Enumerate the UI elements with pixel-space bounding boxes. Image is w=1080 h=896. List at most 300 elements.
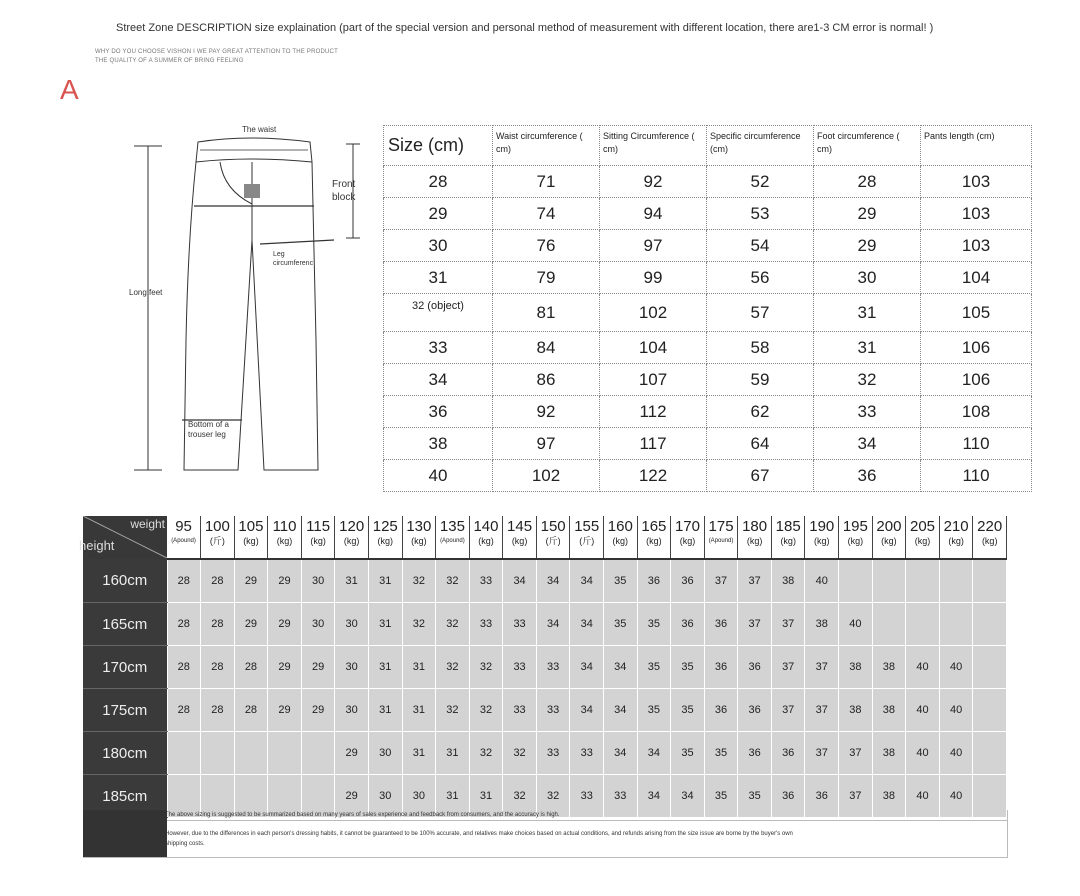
size-cell: 40 (384, 460, 493, 492)
size-cell: 74 (493, 198, 600, 230)
size-row (384, 230, 1032, 262)
size-recommendation-cell: 38 (839, 646, 873, 689)
size-recommendation-cell: 28 (201, 646, 235, 689)
size-header-2: Sitting Circumference ( cm) (600, 126, 707, 166)
weight-header-cell (570, 516, 604, 559)
size-recommendation-cell: 40 (906, 689, 940, 732)
size-recommendation-cell: 37 (805, 646, 839, 689)
size-recommendation-cell: 37 (738, 603, 772, 646)
size-recommendation-cell: 31 (368, 689, 402, 732)
size-cell: 104 (600, 332, 707, 364)
size-recommendation-cell: 32 (503, 775, 537, 818)
size-cell: 30 (814, 262, 921, 294)
weight-unit: (斤) (579, 536, 595, 546)
size-cell: 92 (600, 166, 707, 198)
size-recommendation-cell: 40 (805, 559, 839, 603)
size-recommendation-cell: 36 (704, 689, 738, 732)
size-recommendation-cell (906, 603, 940, 646)
size-recommendation-cell: 28 (167, 689, 201, 732)
size-cell: 112 (600, 396, 707, 428)
weight-header-cell (301, 516, 335, 559)
size-cell: 31 (814, 294, 921, 332)
size-recommendation-cell: 37 (704, 559, 738, 603)
weight-unit: (kg) (881, 536, 897, 546)
weight-header-cell (335, 516, 369, 559)
weight-unit: (kg) (679, 536, 696, 546)
size-recommendation-cell: 32 (469, 646, 503, 689)
size-recommendation-cell: 40 (906, 732, 940, 775)
weight-unit: (kg) (746, 536, 763, 546)
weight-value: 150 (540, 518, 566, 535)
weight-unit: (kg) (914, 536, 931, 546)
size-recommendation-cell (839, 559, 873, 603)
size-cell: 99 (600, 262, 707, 294)
size-row (384, 294, 1032, 332)
size-recommendation-cell: 32 (469, 732, 503, 775)
size-recommendation-cell: 36 (771, 775, 805, 818)
size-recommendation-cell: 28 (167, 559, 201, 603)
size-recommendation-cell: 33 (536, 646, 570, 689)
size-cell: 79 (493, 262, 600, 294)
weight-unit: (kg) (343, 536, 360, 546)
weight-header-cell (704, 516, 738, 559)
size-row (384, 198, 1032, 230)
size-recommendation-cell: 34 (503, 559, 537, 603)
size-recommendation-cell: 33 (536, 732, 570, 775)
weight-unit: (kg) (310, 536, 326, 546)
size-cell: 71 (493, 166, 600, 198)
size-row (384, 166, 1032, 198)
size-cell: 92 (493, 396, 600, 428)
size-recommendation-cell: 30 (335, 603, 369, 646)
size-recommendation-cell: 28 (167, 603, 201, 646)
height-cell: 170cm (83, 646, 167, 689)
size-recommendation-cell: 40 (906, 646, 940, 689)
weight-value: 130 (406, 518, 432, 535)
weight-unit: (Apound) (708, 538, 734, 544)
size-recommendation-cell: 28 (167, 646, 201, 689)
weight-value: 170 (674, 518, 700, 535)
weight-unit: (kg) (780, 536, 796, 546)
weight-header-cell (402, 516, 436, 559)
size-recommendation-cell: 29 (268, 689, 302, 732)
weight-value: 125 (372, 518, 398, 535)
notes-divider (167, 820, 1007, 821)
weight-header-cell (268, 516, 302, 559)
size-header-1: Waist circumference ( cm) (493, 126, 600, 166)
notes-border (1007, 810, 1008, 858)
size-recommendation-cell: 36 (637, 559, 671, 603)
size-recommendation-cell: 34 (570, 689, 604, 732)
height-cell: 180cm (83, 732, 167, 775)
size-recommendation-cell: 30 (368, 775, 402, 818)
size-row (384, 396, 1032, 428)
size-recommendation-cell: 35 (604, 603, 638, 646)
weight-header-cell (536, 516, 570, 559)
size-recommendation-cell: 38 (872, 732, 906, 775)
notes-left-band (83, 810, 167, 858)
size-table-header (384, 126, 1032, 166)
weight-header-cell (469, 516, 503, 559)
size-recommendation-cell: 37 (771, 646, 805, 689)
weight-header-cell (771, 516, 805, 559)
weight-unit: (kg) (948, 536, 964, 546)
size-recommendation-cell: 37 (771, 603, 805, 646)
size-recommendation-cell: 33 (570, 732, 604, 775)
weight-value: 195 (842, 518, 868, 535)
size-recommendation-cell: 34 (637, 732, 671, 775)
size-recommendation-cell: 36 (771, 732, 805, 775)
size-recommendation-cell: 38 (872, 646, 906, 689)
size-recommendation-cell: 33 (536, 689, 570, 732)
weight-value: 220 (977, 518, 1003, 535)
height-cell: 185cm (83, 775, 167, 818)
size-recommendation-cell: 28 (201, 689, 235, 732)
weight-value: 190 (809, 518, 835, 535)
size-recommendation-cell: 35 (671, 646, 705, 689)
size-recommendation-cell: 31 (335, 559, 369, 603)
size-cell: 58 (707, 332, 814, 364)
weight-value: 205 (909, 518, 936, 535)
size-recommendation-cell: 36 (805, 775, 839, 818)
size-recommendation-cell: 31 (436, 775, 470, 818)
size-recommendation-cell: 31 (368, 603, 402, 646)
weight-header-cell (234, 516, 268, 559)
size-cell: 59 (707, 364, 814, 396)
size-cell: 102 (600, 294, 707, 332)
size-recommendation-cell: 29 (268, 603, 302, 646)
size-recommendation-cell: 34 (637, 775, 671, 818)
size-row (384, 332, 1032, 364)
weight-header-cell (604, 516, 638, 559)
size-recommendation-cell: 32 (436, 689, 470, 732)
size-recommendation-cell: 40 (839, 603, 873, 646)
size-cell: 110 (921, 460, 1032, 492)
weight-unit: (kg) (646, 536, 662, 546)
size-row (384, 364, 1032, 396)
height-cell: 175cm (83, 689, 167, 732)
label-waist: The waist (242, 125, 277, 134)
height-row (83, 559, 1007, 603)
size-recommendation-cell: 37 (805, 732, 839, 775)
weight-value: 95 (175, 518, 192, 535)
size-recommendation-cell (973, 646, 1007, 689)
size-recommendation-cell: 33 (503, 646, 537, 689)
size-recommendation-cell: 34 (570, 646, 604, 689)
size-cell: 103 (921, 198, 1032, 230)
size-recommendation-cell: 36 (671, 603, 705, 646)
size-recommendation-cell: 40 (939, 732, 973, 775)
size-recommendation-cell: 32 (402, 603, 436, 646)
size-recommendation-cell: 29 (234, 559, 268, 603)
pants-diagram (120, 120, 380, 490)
size-recommendation-cell (939, 559, 973, 603)
weight-header-row (83, 516, 1007, 559)
height-cell: 165cm (83, 603, 167, 646)
size-recommendation-cell: 40 (939, 775, 973, 818)
note-1: The above sizing is suggested to be summarized based on many years of sales experience and feedback from consumers, and the accuracy is high. (165, 812, 560, 818)
size-recommendation-cell: 33 (570, 775, 604, 818)
tagline-2: THE QUALITY OF A SUMMER OF BRING FEELING (95, 58, 244, 64)
size-cell: 31 (384, 262, 493, 294)
size-recommendation-cell: 30 (335, 646, 369, 689)
size-header-3: Specific circumference (cm) (707, 126, 814, 166)
size-cell: 104 (921, 262, 1032, 294)
size-recommendation-cell: 34 (604, 646, 638, 689)
size-cell: 103 (921, 166, 1032, 198)
size-cell: 32 (814, 364, 921, 396)
weight-header-cell (839, 516, 873, 559)
weight-value: 145 (507, 518, 533, 535)
size-recommendation-cell (973, 689, 1007, 732)
size-cell: 54 (707, 230, 814, 262)
size-header-5: Pants length (cm) (921, 126, 1032, 166)
size-recommendation-cell: 40 (939, 689, 973, 732)
weight-value: 160 (607, 518, 633, 535)
weight-value: 135 (439, 518, 465, 535)
weight-header-cell (436, 516, 470, 559)
size-recommendation-cell: 30 (335, 689, 369, 732)
size-recommendation-cell (906, 559, 940, 603)
weight-unit: (斤) (209, 536, 225, 546)
size-recommendation-cell: 34 (671, 775, 705, 818)
size-cell: 97 (600, 230, 707, 262)
size-recommendation-cell (939, 603, 973, 646)
size-cell: 29 (814, 198, 921, 230)
size-recommendation-cell (234, 732, 268, 775)
size-recommendation-cell: 38 (872, 689, 906, 732)
size-cell: 102 (493, 460, 600, 492)
weight-header-cell (368, 516, 402, 559)
size-row (384, 262, 1032, 294)
size-recommendation-cell: 34 (604, 689, 638, 732)
size-recommendation-cell: 37 (805, 689, 839, 732)
height-row (83, 603, 1007, 646)
size-cell: 106 (921, 364, 1032, 396)
size-cell: 110 (921, 428, 1032, 460)
size-recommendation-cell: 38 (771, 559, 805, 603)
size-recommendation-cell: 35 (637, 646, 671, 689)
section-letter: A (60, 74, 79, 105)
size-recommendation-cell: 38 (805, 603, 839, 646)
size-recommendation-cell: 35 (671, 732, 705, 775)
size-cell: 33 (814, 396, 921, 428)
size-recommendation-cell: 29 (301, 646, 335, 689)
size-recommendation-cell: 28 (201, 603, 235, 646)
size-recommendation-cell: 32 (436, 603, 470, 646)
height-row (83, 689, 1007, 732)
weight-header-cell (805, 516, 839, 559)
weight-value: 140 (473, 518, 499, 535)
size-recommendation-cell: 32 (436, 646, 470, 689)
size-recommendation-cell: 28 (201, 559, 235, 603)
size-recommendation-cell (268, 732, 302, 775)
size-cell: 56 (707, 262, 814, 294)
size-recommendation-cell: 35 (637, 603, 671, 646)
size-cell: 28 (384, 166, 493, 198)
size-cell: 64 (707, 428, 814, 460)
size-recommendation-cell: 40 (906, 775, 940, 818)
weight-unit: (kg) (276, 536, 293, 546)
size-cell: 32 (object) (384, 294, 493, 332)
size-recommendation-cell: 29 (268, 646, 302, 689)
height-label: height (79, 538, 115, 553)
notes-bottom-border (83, 857, 1008, 858)
weight-header-cell (503, 516, 537, 559)
weight-unit: (kg) (511, 536, 528, 546)
weight-value: 105 (238, 518, 264, 535)
size-recommendation-cell: 34 (604, 732, 638, 775)
size-recommendation-cell: 36 (704, 603, 738, 646)
size-recommendation-cell: 33 (604, 775, 638, 818)
size-cell: 97 (493, 428, 600, 460)
size-recommendation-cell: 32 (503, 732, 537, 775)
size-recommendation-cell: 32 (436, 559, 470, 603)
size-recommendation-cell: 33 (503, 689, 537, 732)
label-front-block: Front block (332, 179, 356, 203)
size-recommendation-cell: 36 (704, 646, 738, 689)
size-recommendation-cell: 35 (671, 689, 705, 732)
weight-value: 155 (574, 518, 600, 535)
weight-value: 210 (943, 518, 969, 535)
weight-unit: (kg) (612, 536, 629, 546)
size-cell: 36 (814, 460, 921, 492)
size-recommendation-cell (973, 775, 1007, 818)
weight-unit: (kg) (411, 536, 427, 546)
weight-header-cell (872, 516, 906, 559)
size-cell: 29 (814, 230, 921, 262)
size-recommendation-cell (973, 732, 1007, 775)
size-cell: 31 (814, 332, 921, 364)
size-recommendation-cell: 29 (335, 732, 369, 775)
size-cell: 29 (384, 198, 493, 230)
size-row (384, 460, 1032, 492)
size-cell: 67 (707, 460, 814, 492)
weight-unit: (kg) (478, 536, 494, 546)
weight-unit: (斤) (545, 536, 561, 546)
size-header-4: Foot circumference ( cm) (814, 126, 921, 166)
weight-value: 115 (306, 518, 331, 535)
size-recommendation-cell (973, 603, 1007, 646)
size-recommendation-cell: 35 (738, 775, 772, 818)
size-recommendation-cell (973, 559, 1007, 603)
weight-value: 110 (272, 518, 297, 535)
weight-value: 100 (204, 518, 230, 535)
size-header-0: Size (cm) (384, 126, 493, 166)
size-cell: 94 (600, 198, 707, 230)
size-recommendation-cell: 28 (234, 689, 268, 732)
height-row (83, 732, 1007, 775)
tagline-1: WHY DO YOU CHOOSE VISHON I WE PAY GREAT ATTENTION TO THE PRODUCT (95, 49, 338, 55)
size-recommendation-cell: 32 (469, 689, 503, 732)
size-recommendation-cell: 31 (368, 646, 402, 689)
size-recommendation-cell: 35 (604, 559, 638, 603)
size-cell: 84 (493, 332, 600, 364)
size-recommendation-cell: 29 (234, 603, 268, 646)
size-recommendation-cell: 37 (738, 559, 772, 603)
size-cell: 103 (921, 230, 1032, 262)
label-long-feet: Long feet (129, 288, 163, 297)
size-recommendation-cell (167, 732, 201, 775)
weight-unit: (Apound) (440, 538, 465, 544)
size-recommendation-cell: 33 (503, 603, 537, 646)
weight-value: 185 (775, 518, 801, 535)
weight-unit: (kg) (243, 536, 259, 546)
size-cell: 30 (384, 230, 493, 262)
weight-header-cell (939, 516, 973, 559)
size-recommendation-cell: 36 (738, 646, 772, 689)
size-recommendation-cell: 31 (402, 646, 436, 689)
size-recommendation-cell: 40 (939, 646, 973, 689)
weight-value: 180 (742, 518, 768, 535)
size-recommendation-cell (872, 559, 906, 603)
note-2: However, due to the differences in each person's dressing habits, it cannot be guaranteed to be 100% accurate, and relatives make choices based on actual conditions, and refunds arising from the size issue are borne by the buyer's own (165, 831, 793, 837)
size-cell: 117 (600, 428, 707, 460)
size-recommendation-cell: 35 (704, 732, 738, 775)
size-recommendation-cell: 33 (469, 559, 503, 603)
size-recommendation-cell: 34 (570, 559, 604, 603)
size-recommendation-cell: 35 (704, 775, 738, 818)
weight-value: 120 (339, 518, 365, 535)
page-title: Street Zone DESCRIPTION size explaination (part of the special version and personal method of measurement with different location, there are1-3 CM error is normal! ) (116, 22, 934, 34)
weight-header-cell (167, 516, 201, 559)
size-cell: 76 (493, 230, 600, 262)
note-3: shipping costs. (165, 841, 205, 847)
size-cell: 36 (384, 396, 493, 428)
size-cell: 108 (921, 396, 1032, 428)
weight-value: 175 (708, 518, 734, 535)
weight-header-cell (671, 516, 705, 559)
size-recommendation-cell: 31 (469, 775, 503, 818)
corner-cell (79, 516, 167, 559)
size-recommendation-cell: 33 (469, 603, 503, 646)
size-row (384, 428, 1032, 460)
weight-unit: (kg) (847, 536, 864, 546)
size-cell: 81 (493, 294, 600, 332)
weight-header-cell (637, 516, 671, 559)
size-cell: 38 (384, 428, 493, 460)
weight-value: 165 (641, 518, 667, 535)
size-recommendation-cell (872, 603, 906, 646)
size-cell: 107 (600, 364, 707, 396)
size-cell: 28 (814, 166, 921, 198)
size-recommendation-cell: 34 (536, 559, 570, 603)
size-recommendation-cell: 34 (570, 603, 604, 646)
size-recommendation-cell: 28 (234, 646, 268, 689)
size-recommendation-cell: 32 (402, 559, 436, 603)
size-recommendation-cell: 31 (402, 689, 436, 732)
weight-header-cell (738, 516, 772, 559)
weight-unit: (kg) (814, 536, 830, 546)
size-table (383, 125, 1032, 492)
weight-height-table (79, 516, 1007, 858)
size-recommendation-cell: 30 (368, 732, 402, 775)
size-recommendation-cell: 30 (301, 603, 335, 646)
size-cell: 52 (707, 166, 814, 198)
label-bottom: Bottom of a trouser leg (188, 420, 229, 439)
size-recommendation-cell: 37 (839, 775, 873, 818)
size-recommendation-cell: 29 (335, 775, 369, 818)
size-recommendation-cell: 37 (839, 732, 873, 775)
size-recommendation-cell (201, 732, 235, 775)
size-recommendation-cell: 36 (738, 732, 772, 775)
weight-unit: (kg) (981, 536, 998, 546)
size-recommendation-cell: 30 (301, 559, 335, 603)
weight-header-cell (201, 516, 235, 559)
size-recommendation-cell: 35 (637, 689, 671, 732)
size-cell: 34 (384, 364, 493, 396)
weight-header-cell (973, 516, 1007, 559)
